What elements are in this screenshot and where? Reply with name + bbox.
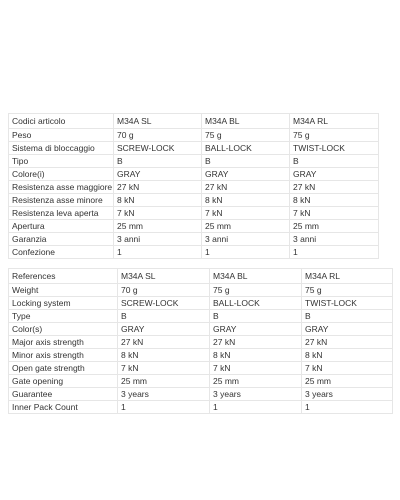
table-cell: 75 g <box>302 284 393 297</box>
table-cell: GRAY <box>302 323 393 336</box>
table-cell: 3 anni <box>114 233 202 246</box>
table-cell: 1 <box>302 401 393 414</box>
table-cell: 3 years <box>118 388 210 401</box>
row-label: Type <box>9 310 118 323</box>
table-cell: 1 <box>118 401 210 414</box>
table-row <box>9 181 379 194</box>
row-label: Major axis strength <box>9 336 118 349</box>
row-label: Locking system <box>9 297 118 310</box>
row-label: Gate opening <box>9 375 118 388</box>
table-cell: 7 kN <box>118 362 210 375</box>
row-label: Tipo <box>9 155 114 168</box>
table-cell: 27 kN <box>118 336 210 349</box>
italian-spec-table <box>8 113 379 259</box>
table-cell: B <box>114 155 202 168</box>
row-label: Inner Pack Count <box>9 401 118 414</box>
table-cell: 8 kN <box>302 349 393 362</box>
row-label: Confezione <box>9 246 114 259</box>
table-row <box>9 233 379 246</box>
row-label: Sistema di bloccaggio <box>9 142 114 155</box>
table-cell: GRAY <box>114 168 202 181</box>
table-header-row <box>9 269 393 284</box>
table-cell: 1 <box>202 246 290 259</box>
table-cell: 25 mm <box>210 375 302 388</box>
table-cell: 27 kN <box>290 181 379 194</box>
table-row <box>9 220 379 233</box>
table-cell: 25 mm <box>302 375 393 388</box>
table-cell: 1 <box>114 246 202 259</box>
table-row <box>9 142 379 155</box>
table-row <box>9 323 393 336</box>
table-cell: 27 kN <box>302 336 393 349</box>
table-cell: 70 g <box>114 129 202 142</box>
table-cell: 25 mm <box>202 220 290 233</box>
table-row <box>9 310 393 323</box>
table-cell: GRAY <box>290 168 379 181</box>
table-cell: B <box>290 155 379 168</box>
table-row <box>9 194 379 207</box>
table-row <box>9 362 393 375</box>
table-cell: 7 kN <box>210 362 302 375</box>
table-cell: BALL-LOCK <box>210 297 302 310</box>
table-row <box>9 207 379 220</box>
row-label: Garanzia <box>9 233 114 246</box>
table-cell: TWIST-LOCK <box>290 142 379 155</box>
header-cell: Codici articolo <box>9 114 114 129</box>
english-spec-body <box>9 269 393 414</box>
table-header-row <box>9 114 379 129</box>
row-label: Weight <box>9 284 118 297</box>
table-cell: 25 mm <box>290 220 379 233</box>
table-cell: 8 kN <box>202 194 290 207</box>
row-label: Resistenza asse maggiore <box>9 181 114 194</box>
english-spec-table <box>8 268 393 414</box>
row-label: Peso <box>9 129 114 142</box>
row-label: Guarantee <box>9 388 118 401</box>
table-cell: 8 kN <box>114 194 202 207</box>
table-row <box>9 336 393 349</box>
table-cell: GRAY <box>210 323 302 336</box>
table-cell: B <box>302 310 393 323</box>
row-label: Apertura <box>9 220 114 233</box>
header-cell: M34A BL <box>210 269 302 284</box>
table-cell: 75 g <box>210 284 302 297</box>
table-cell: BALL-LOCK <box>202 142 290 155</box>
table-cell: B <box>118 310 210 323</box>
table-cell: 25 mm <box>114 220 202 233</box>
italian-spec-body <box>9 114 379 259</box>
header-cell: M34A RL <box>302 269 393 284</box>
table-cell: SCREW-LOCK <box>118 297 210 310</box>
table-cell: 27 kN <box>114 181 202 194</box>
table-cell: TWIST-LOCK <box>302 297 393 310</box>
table-cell: 7 kN <box>202 207 290 220</box>
table-row <box>9 284 393 297</box>
header-cell: M34A SL <box>118 269 210 284</box>
table-cell: 1 <box>290 246 379 259</box>
row-label: Minor axis strength <box>9 349 118 362</box>
table-cell: 7 kN <box>302 362 393 375</box>
table-cell: 3 anni <box>202 233 290 246</box>
table-row <box>9 297 393 310</box>
row-label: Open gate strength <box>9 362 118 375</box>
header-cell: M34A RL <box>290 114 379 129</box>
table-row <box>9 155 379 168</box>
table-row <box>9 349 393 362</box>
table-cell: GRAY <box>202 168 290 181</box>
header-cell: References <box>9 269 118 284</box>
table-cell: 7 kN <box>290 207 379 220</box>
table-row <box>9 375 393 388</box>
table-cell: 8 kN <box>290 194 379 207</box>
table-cell: 70 g <box>118 284 210 297</box>
table-cell: 1 <box>210 401 302 414</box>
table-cell: 27 kN <box>210 336 302 349</box>
row-label: Resistenza leva aperta <box>9 207 114 220</box>
table-cell: 3 years <box>210 388 302 401</box>
table-row <box>9 401 393 414</box>
header-cell: M34A SL <box>114 114 202 129</box>
table-cell: 25 mm <box>118 375 210 388</box>
table-cell: 8 kN <box>210 349 302 362</box>
row-label: Resistenza asse minore <box>9 194 114 207</box>
table-cell: B <box>202 155 290 168</box>
table-row <box>9 388 393 401</box>
table-cell: 7 kN <box>114 207 202 220</box>
table-cell: 75 g <box>202 129 290 142</box>
table-cell: SCREW-LOCK <box>114 142 202 155</box>
header-cell: M34A BL <box>202 114 290 129</box>
table-row <box>9 168 379 181</box>
table-cell: 8 kN <box>118 349 210 362</box>
table-row <box>9 246 379 259</box>
row-label: Colore(i) <box>9 168 114 181</box>
table-cell: 75 g <box>290 129 379 142</box>
table-cell: 27 kN <box>202 181 290 194</box>
table-cell: 3 anni <box>290 233 379 246</box>
table-cell: B <box>210 310 302 323</box>
table-row <box>9 129 379 142</box>
row-label: Color(s) <box>9 323 118 336</box>
table-cell: 3 years <box>302 388 393 401</box>
table-cell: GRAY <box>118 323 210 336</box>
